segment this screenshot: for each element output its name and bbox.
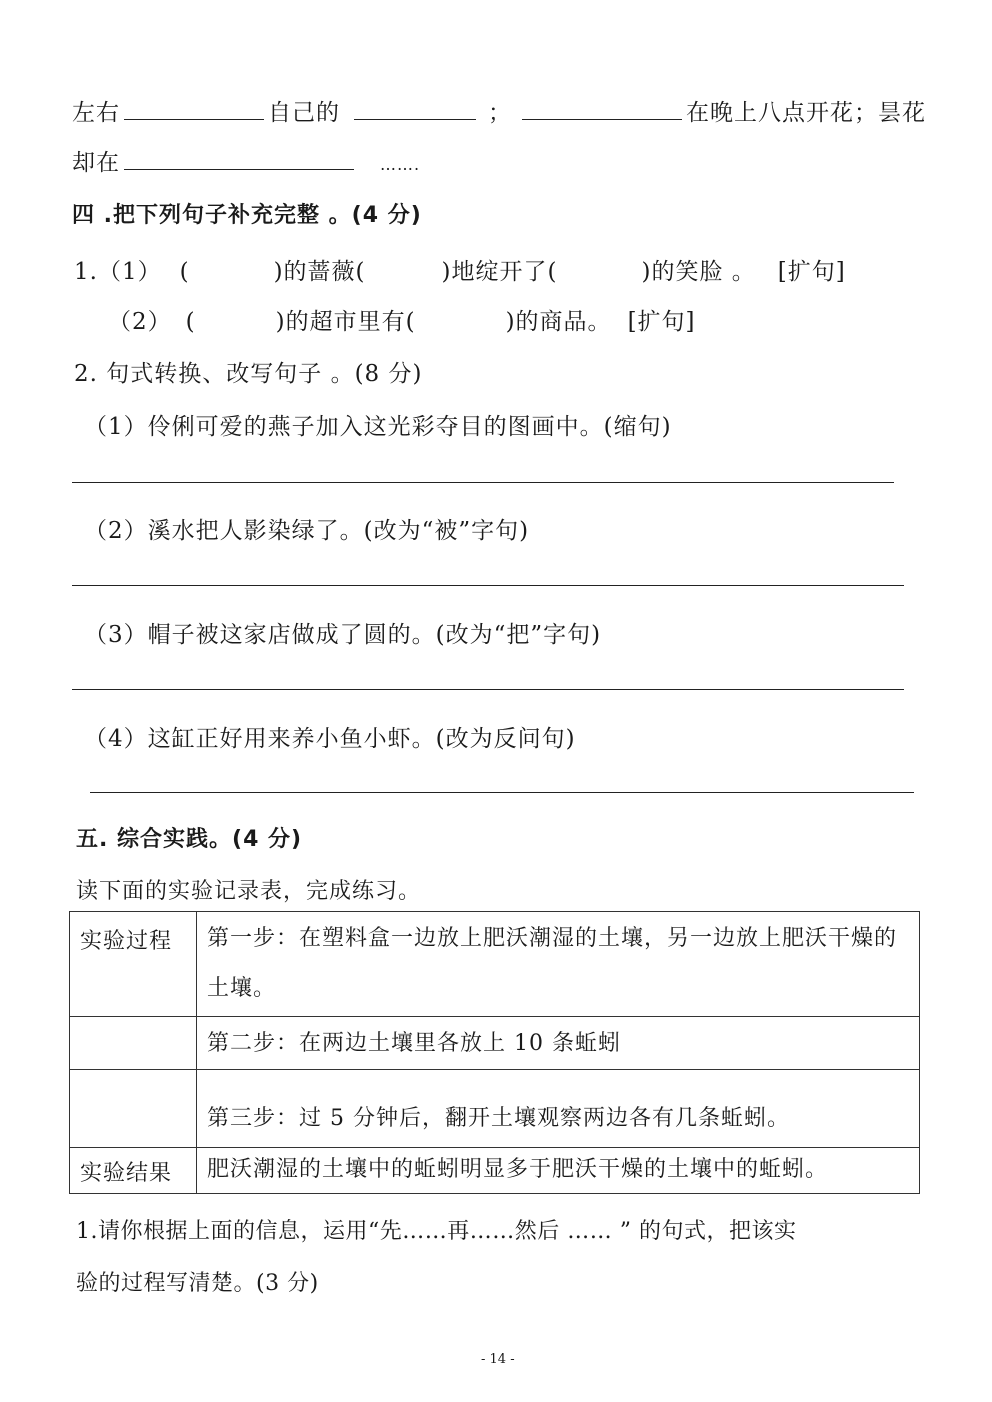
result-label: 实验结果 [70, 1148, 197, 1194]
section-4-title: 四 .把下列句子补充完整 。(4 分) [72, 203, 422, 228]
table-row [70, 1017, 920, 1070]
text-segment: 却在 [72, 150, 120, 176]
empty-cell [70, 1017, 197, 1070]
table-row [70, 1148, 920, 1194]
text-segment: )的超市里有( [275, 309, 416, 335]
empty-cell [70, 1070, 197, 1148]
step-2-cell: 第二步：在两边土壤里各放上 10 条蚯蚓 [197, 1017, 920, 1070]
q2-title: 2. 句式转换、改写句子 。(8 分) [74, 361, 423, 387]
rewrite-item-3: （3）帽子被这家店做成了圆的。(改为“把”字句) [84, 622, 602, 648]
ellipsis: ……. [380, 155, 421, 174]
process-label: 实验过程 [70, 912, 197, 1017]
text-segment: 自己的 [268, 100, 340, 126]
result-cell: 肥沃潮湿的土壤中的蚯蚓明显多于肥沃干燥的土壤中的蚯蚓。 [197, 1148, 920, 1194]
text-segment: )地绽开了( [441, 259, 558, 285]
page-number: - 14 - [481, 1352, 515, 1367]
practice-question-1: 1.请你根据上面的信息，运用“先……再……然后 …… ” 的句式，把该实 [76, 1219, 797, 1244]
blank-4[interactable] [124, 149, 354, 170]
fill-in-line-2 [72, 144, 420, 177]
table-row [70, 912, 920, 1017]
practice-question-1-cont: 验的过程写清楚。(3 分) [76, 1271, 319, 1296]
task-tag: [扩句] [627, 309, 696, 335]
table-row [70, 1070, 920, 1148]
task-tag: [扩句] [777, 259, 846, 285]
text-segment: 在晚上八点开花；昙花 [686, 100, 926, 126]
question-number: （2） [108, 309, 172, 335]
rewrite-item-2: （2）溪水把人影染绿了。(改为“被”字句) [84, 518, 530, 544]
text-segment: )的蔷薇( [273, 259, 366, 285]
section-5-intro: 读下面的实验记录表，完成练习。 [76, 879, 422, 904]
step-3-cell: 第三步：过 5 分钟后，翻开土壤观察两边各有几条蚯蚓。 [197, 1070, 920, 1148]
text-segment: 左右 [72, 100, 120, 126]
blank-3[interactable] [522, 99, 682, 120]
q1-part1 [74, 253, 846, 286]
rewrite-item-4: （4）这缸正好用来养小鱼小虾。(改为反问句) [84, 726, 576, 752]
text-segment: )的笑脸 。 [641, 259, 756, 285]
blank-2[interactable] [354, 99, 476, 120]
experiment-record-table [69, 911, 920, 1194]
rewrite-item-1: （1）伶俐可爱的燕子加入这光彩夺目的图画中。(缩句) [84, 414, 672, 440]
step-1-cell: 第一步：在塑料盒一边放上肥沃潮湿的土壤，另一边放上肥沃干燥的土壤。 [197, 912, 920, 1017]
section-5-title: 五. 综合实践。(4 分) [76, 827, 303, 852]
q1-part2 [108, 303, 696, 336]
question-number: 1.（1） [74, 259, 162, 285]
answer-line-3[interactable] [72, 689, 904, 690]
blank-1[interactable] [124, 99, 264, 120]
answer-line-1[interactable] [72, 482, 894, 483]
text-segment: ； [488, 100, 512, 126]
text-segment: )的商品。 [505, 309, 612, 335]
open-paren: ( [185, 309, 196, 335]
fill-in-line-1 [72, 94, 926, 127]
answer-line-4[interactable] [90, 792, 914, 793]
answer-line-2[interactable] [72, 585, 904, 586]
open-paren: ( [179, 259, 190, 285]
